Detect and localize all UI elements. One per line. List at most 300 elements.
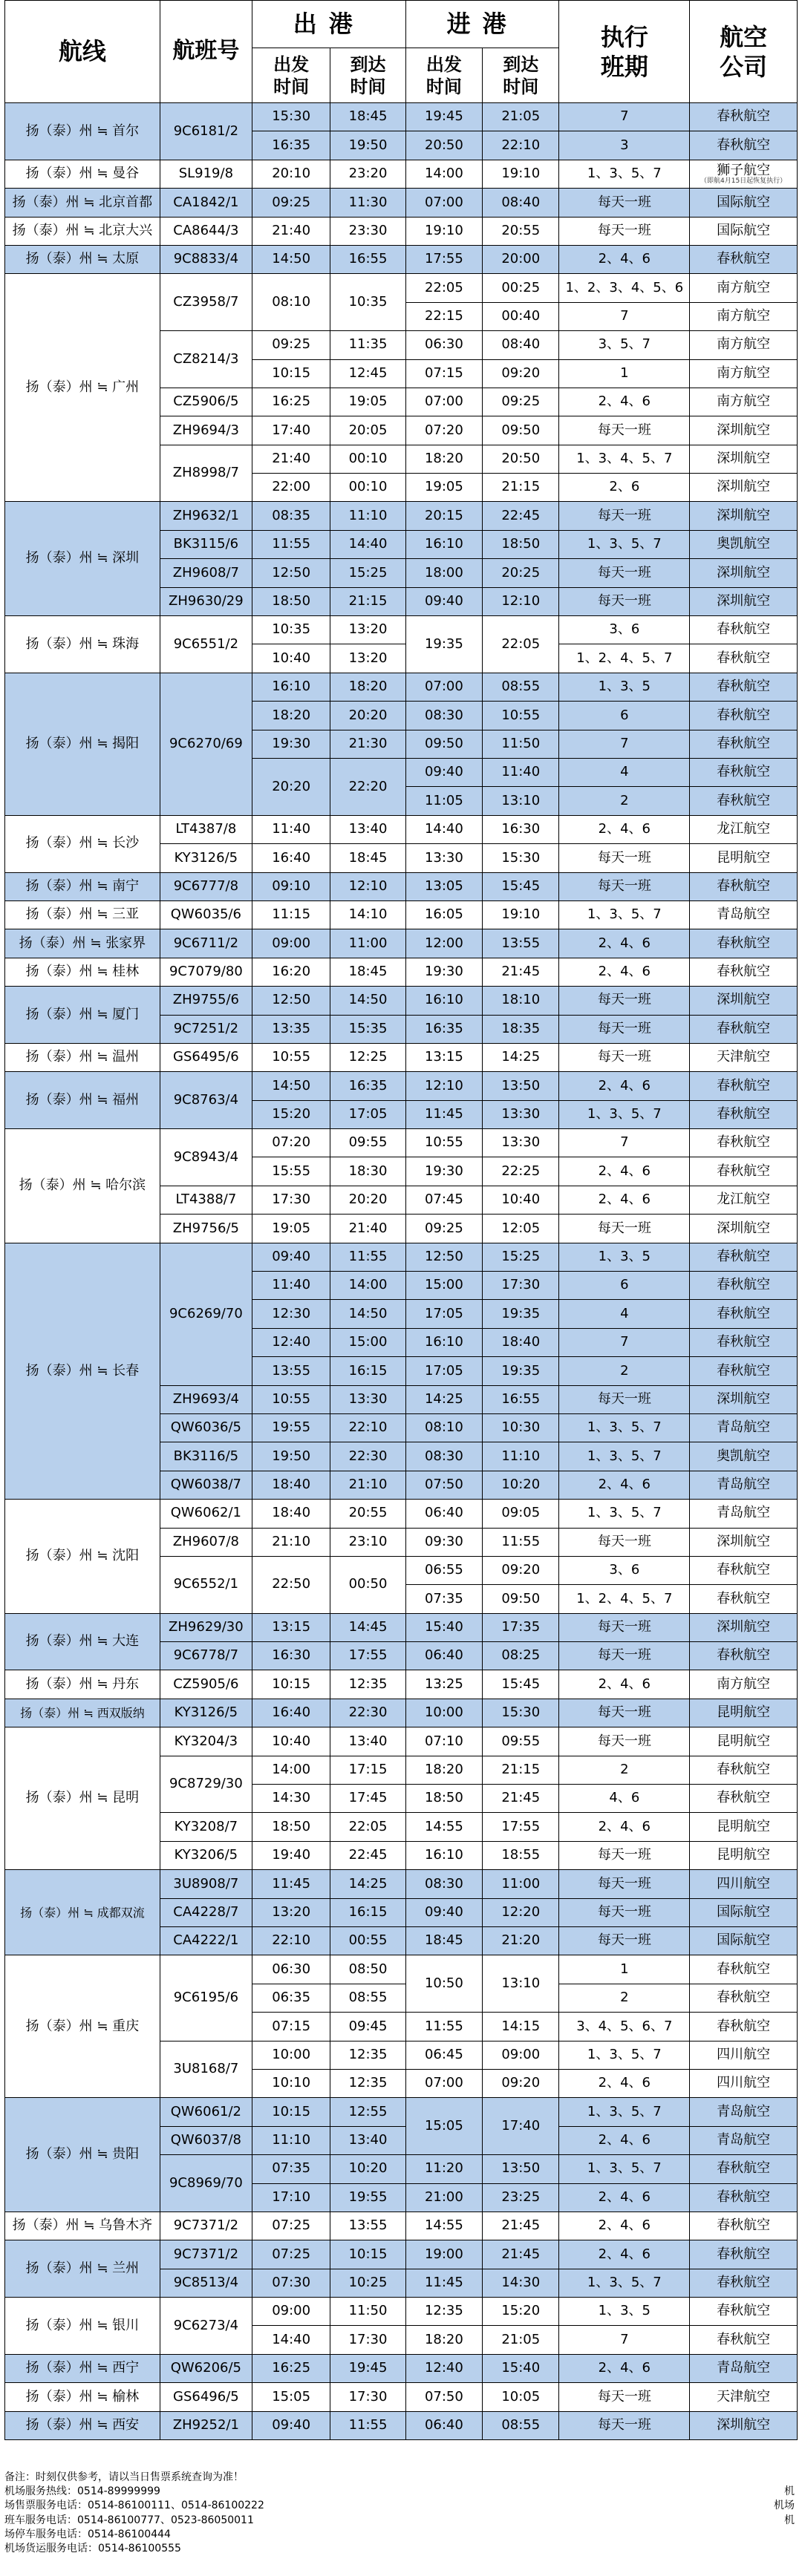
- inbound-departure-cell: 14:55: [405, 2211, 482, 2240]
- airline-name: 春秋航空: [717, 1248, 771, 1264]
- outbound-arrival-cell: 23:10: [330, 1528, 405, 1556]
- outbound-departure-cell: 18:50: [252, 587, 330, 615]
- airline-name: 狮子航空: [717, 162, 771, 178]
- airline-name: 青岛航空: [717, 1477, 771, 1493]
- outbound-departure-cell: 07:15: [252, 2013, 330, 2041]
- outbound-arrival-cell: 13:20: [330, 616, 405, 644]
- airline-cell: [690, 502, 798, 530]
- inbound-arrival-cell: 21:15: [483, 1756, 559, 1784]
- outbound-arrival-cell: 10:35: [330, 274, 405, 331]
- inbound-departure-cell: 22:05: [405, 274, 482, 302]
- outbound-arrival-cell: 16:55: [330, 245, 405, 273]
- flight-number-cell: ZH9630/29: [160, 587, 252, 615]
- note-side-3: 机: [784, 2514, 795, 2526]
- airline-name: 四川航空: [717, 2046, 771, 2062]
- airline-name: 奥凯航空: [717, 1448, 771, 1464]
- table-row: [5, 217, 798, 245]
- schedule-cell: 1、3、5: [559, 1243, 690, 1271]
- airline-cell: [690, 2298, 798, 2326]
- inbound-arrival-cell: 15:20: [483, 2298, 559, 2326]
- flight-number-cell: QW6038/7: [160, 1471, 252, 1499]
- airline-name: 昆明航空: [717, 1818, 771, 1834]
- schedule-cell: 2、4、6: [559, 388, 690, 416]
- airline-cell: [690, 445, 798, 473]
- outbound-arrival-cell: 00:10: [330, 445, 405, 473]
- table-header: [5, 1, 798, 103]
- outbound-departure-cell: 21:10: [252, 1528, 330, 1556]
- route-cell: 扬（泰）州 ≒ 银川: [5, 2298, 160, 2355]
- inbound-arrival-cell: 19:10: [483, 160, 559, 188]
- header-schedule: 执行班期: [559, 1, 690, 103]
- inbound-arrival-cell: 15:40: [483, 2354, 559, 2382]
- outbound-arrival-cell: 14:00: [330, 1272, 405, 1300]
- flight-number-cell: QW6035/6: [160, 900, 252, 929]
- table-body: [5, 103, 798, 2440]
- outbound-departure-cell: 09:00: [252, 929, 330, 958]
- route-cell: 扬（泰）州 ≒ 曼谷: [5, 160, 160, 188]
- airline-name: 青岛航空: [717, 2132, 771, 2148]
- airline-cell: [690, 274, 798, 302]
- outbound-arrival-cell: 17:45: [330, 1785, 405, 1813]
- airline-cell: [690, 1955, 798, 1984]
- inbound-departure-cell: 16:10: [405, 1328, 482, 1356]
- inbound-arrival-cell: 20:00: [483, 245, 559, 273]
- inbound-departure-cell: 17:05: [405, 1300, 482, 1328]
- inbound-arrival-cell: 21:45: [483, 958, 559, 986]
- schedule-cell: 2: [559, 787, 690, 815]
- outbound-arrival-cell: 14:25: [330, 1870, 405, 1898]
- airline-name: 深圳航空: [717, 2416, 771, 2433]
- outbound-departure-cell: 08:10: [252, 274, 330, 331]
- airline-cell: [690, 245, 798, 273]
- outbound-departure-cell: 11:40: [252, 815, 330, 843]
- outbound-departure-cell: 16:25: [252, 2354, 330, 2382]
- airline-name: 昆明航空: [717, 1704, 771, 1721]
- outbound-departure-cell: 17:40: [252, 416, 330, 445]
- airline-cell: [690, 2354, 798, 2382]
- inbound-arrival-cell: 11:50: [483, 730, 559, 758]
- outbound-arrival-cell: 12:45: [330, 359, 405, 388]
- table-row: [5, 2098, 798, 2126]
- inbound-arrival-cell: 09:50: [483, 416, 559, 445]
- airline-cell: [690, 1984, 798, 2012]
- airline-cell: [690, 1613, 798, 1641]
- inbound-arrival-cell: 22:25: [483, 1157, 559, 1186]
- schedule-cell: 2、4、6: [559, 958, 690, 986]
- airline-cell: [690, 2155, 798, 2183]
- schedule-cell: 2、4、6: [559, 2069, 690, 2097]
- outbound-departure-cell: 07:30: [252, 2269, 330, 2297]
- flight-number-cell: ZH9756/5: [160, 1215, 252, 1243]
- schedule-cell: 1、2、4、5、7: [559, 1585, 690, 1613]
- flight-number-cell: GS6496/5: [160, 2383, 252, 2411]
- outbound-arrival-cell: 22:10: [330, 1413, 405, 1442]
- schedule-cell: 2、4、6: [559, 1813, 690, 1841]
- airline-name: 深圳航空: [717, 992, 771, 1008]
- outbound-arrival-cell: 12:10: [330, 872, 405, 900]
- flight-number-cell: CA8644/3: [160, 217, 252, 245]
- outbound-arrival-cell: 14:40: [330, 530, 405, 558]
- header-dep-time-in: 出发时间: [405, 48, 482, 103]
- outbound-arrival-cell: 13:40: [330, 1727, 405, 1756]
- airline-name: 龙江航空: [717, 821, 771, 837]
- inbound-arrival-cell: 11:00: [483, 1870, 559, 1898]
- outbound-arrival-cell: 17:30: [330, 2383, 405, 2411]
- flight-number-cell: GS6495/6: [160, 1043, 252, 1071]
- airline-cell: [690, 388, 798, 416]
- inbound-departure-cell: 19:30: [405, 958, 482, 986]
- airline-cell: [690, 103, 798, 131]
- outbound-departure-cell: 16:25: [252, 388, 330, 416]
- schedule-cell: 2、6: [559, 474, 690, 502]
- airline-name: 春秋航空: [717, 1077, 771, 1094]
- inbound-arrival-cell: 18:35: [483, 1015, 559, 1043]
- schedule-cell: 1、3、5、7: [559, 2269, 690, 2297]
- airline-name: 深圳航空: [717, 564, 771, 581]
- schedule-cell: 3、6: [559, 616, 690, 644]
- airline-name: 春秋航空: [717, 137, 771, 153]
- airline-name: 春秋航空: [717, 650, 771, 666]
- outbound-arrival-cell: 12:35: [330, 2041, 405, 2069]
- airline-cell: [690, 1215, 798, 1243]
- airline-name: 春秋航空: [717, 1961, 771, 1977]
- route-cell: 扬（泰）州 ≒ 乌鲁木齐: [5, 2211, 160, 2240]
- inbound-departure-cell: 13:05: [405, 872, 482, 900]
- airline-cell: [690, 1670, 798, 1699]
- airline-name: 春秋航空: [717, 1990, 771, 2006]
- airline-name: 春秋航空: [717, 1647, 771, 1664]
- inbound-arrival-cell: 11:10: [483, 1442, 559, 1471]
- inbound-departure-cell: 09:25: [405, 1215, 482, 1243]
- outbound-departure-cell: 09:25: [252, 189, 330, 217]
- schedule-cell: 1、3、5、7: [559, 160, 690, 188]
- schedule-cell: 每天一班: [559, 1613, 690, 1641]
- table-row: [5, 958, 798, 986]
- inbound-arrival-cell: 09:05: [483, 1500, 559, 1528]
- airline-name: 春秋航空: [717, 1334, 771, 1350]
- airline-cell: [690, 1300, 798, 1328]
- outbound-departure-cell: 12:50: [252, 987, 330, 1015]
- airline-name: 奥凯航空: [717, 536, 771, 552]
- outbound-arrival-cell: 17:55: [330, 1642, 405, 1670]
- inbound-departure-cell: 10:50: [405, 1955, 482, 2013]
- schedule-cell: 每天一班: [559, 416, 690, 445]
- airline-cell: [690, 1841, 798, 1869]
- flight-number-cell: 9C8763/4: [160, 1072, 252, 1129]
- schedule-cell: 每天一班: [559, 1528, 690, 1556]
- table-row: [5, 1870, 798, 1898]
- airline-name: 南方航空: [717, 336, 771, 353]
- outbound-departure-cell: 19:40: [252, 1841, 330, 1869]
- outbound-arrival-cell: 12:55: [330, 2098, 405, 2126]
- flight-number-cell: 9C8943/4: [160, 1129, 252, 1186]
- inbound-departure-cell: 14:55: [405, 1813, 482, 1841]
- outbound-arrival-cell: 11:00: [330, 929, 405, 958]
- outbound-arrival-cell: 08:55: [330, 1984, 405, 2012]
- outbound-arrival-cell: 14:50: [330, 1300, 405, 1328]
- outbound-departure-cell: 11:55: [252, 530, 330, 558]
- flight-number-cell: 9C7371/2: [160, 2240, 252, 2269]
- outbound-arrival-cell: 22:30: [330, 1442, 405, 1471]
- outbound-departure-cell: 07:20: [252, 1129, 330, 1157]
- route-cell: 扬（泰）州 ≒ 南宁: [5, 872, 160, 900]
- schedule-cell: 2、4、6: [559, 929, 690, 958]
- schedule-cell: 2、4、6: [559, 2126, 690, 2154]
- inbound-departure-cell: 18:20: [405, 2326, 482, 2354]
- airline-name: 春秋航空: [717, 2188, 771, 2205]
- outbound-departure-cell: 10:40: [252, 1727, 330, 1756]
- outbound-departure-cell: 06:35: [252, 1984, 330, 2012]
- airline-note: （即航4月15日起恢复执行）: [700, 177, 787, 186]
- schedule-cell: 2、4、6: [559, 2240, 690, 2269]
- airline-name: 春秋航空: [717, 964, 771, 980]
- inbound-departure-cell: 18:00: [405, 559, 482, 587]
- outbound-arrival-cell: 15:35: [330, 1015, 405, 1043]
- inbound-departure-cell: 11:45: [405, 2269, 482, 2297]
- schedule-cell: 1、2、3、4、5、6: [559, 274, 690, 302]
- schedule-cell: 4: [559, 758, 690, 786]
- inbound-arrival-cell: 18:55: [483, 1841, 559, 1869]
- airline-name: 春秋航空: [717, 1020, 771, 1036]
- route-cell: 扬（泰）州 ≒ 厦门: [5, 987, 160, 1044]
- outbound-departure-cell: 10:55: [252, 1385, 330, 1413]
- inbound-arrival-cell: 21:05: [483, 103, 559, 131]
- inbound-departure-cell: 12:00: [405, 929, 482, 958]
- flight-number-cell: 9C6269/70: [160, 1243, 252, 1385]
- inbound-arrival-cell: 19:10: [483, 900, 559, 929]
- inbound-departure-cell: 10:00: [405, 1699, 482, 1727]
- outbound-departure-cell: 10:15: [252, 1670, 330, 1699]
- inbound-departure-cell: 09:40: [405, 758, 482, 786]
- table-row: [5, 1500, 798, 1528]
- outbound-arrival-cell: 11:55: [330, 2411, 405, 2439]
- outbound-departure-cell: 20:10: [252, 160, 330, 188]
- schedule-cell: 每天一班: [559, 987, 690, 1015]
- flight-number-cell: ZH8998/7: [160, 445, 252, 502]
- outbound-arrival-cell: 14:10: [330, 900, 405, 929]
- airline-cell: [690, 673, 798, 701]
- outbound-departure-cell: 14:50: [252, 245, 330, 273]
- airline-cell: [690, 1129, 798, 1157]
- inbound-arrival-cell: 20:50: [483, 445, 559, 473]
- outbound-arrival-cell: 12:25: [330, 1043, 405, 1071]
- outbound-departure-cell: 06:30: [252, 1955, 330, 1984]
- schedule-cell: 1、3、5、7: [559, 1442, 690, 1471]
- inbound-arrival-cell: 17:30: [483, 1272, 559, 1300]
- inbound-arrival-cell: 17:55: [483, 1813, 559, 1841]
- outbound-departure-cell: 10:40: [252, 644, 330, 673]
- airline-cell: [690, 416, 798, 445]
- inbound-departure-cell: 16:35: [405, 1015, 482, 1043]
- flight-number-cell: 9C8833/4: [160, 245, 252, 273]
- inbound-arrival-cell: 10:05: [483, 2383, 559, 2411]
- outbound-arrival-cell: 19:50: [330, 131, 405, 160]
- airline-cell: [690, 1642, 798, 1670]
- outbound-departure-cell: 18:20: [252, 702, 330, 730]
- airline-cell: [690, 2326, 798, 2354]
- note-remark: 备注：时刻仅供参考，请以当日售票系统查询为准！: [4, 2471, 244, 2483]
- outbound-arrival-cell: 23:30: [330, 217, 405, 245]
- table-row: [5, 245, 798, 273]
- outbound-arrival-cell: 18:30: [330, 1157, 405, 1186]
- airline-name: 四川航空: [717, 1875, 771, 1892]
- schedule-cell: 每天一班: [559, 2411, 690, 2439]
- inbound-departure-cell: 11:20: [405, 2155, 482, 2183]
- route-cell: 扬（泰）州 ≒ 广州: [5, 274, 160, 502]
- airline-name: 春秋航空: [717, 1362, 771, 1379]
- inbound-arrival-cell: 21:45: [483, 1785, 559, 1813]
- airline-name: 天津航空: [717, 1049, 771, 1065]
- schedule-cell: 1、3、5、7: [559, 2155, 690, 2183]
- airline-name: 春秋航空: [717, 707, 771, 723]
- inbound-arrival-cell: 20:25: [483, 559, 559, 587]
- airline-cell: [690, 587, 798, 615]
- schedule-cell: 2、4、6: [559, 2211, 690, 2240]
- note-cargo-phone: 机场货运服务电话：0514-86100555: [4, 2543, 181, 2555]
- note-side-2: 机场: [774, 2500, 795, 2511]
- airline-cell: [690, 1272, 798, 1300]
- inbound-arrival-cell: 10:40: [483, 1186, 559, 1214]
- airline-cell: [690, 1556, 798, 1584]
- outbound-departure-cell: 19:05: [252, 1215, 330, 1243]
- schedule-cell: 1、3、5、7: [559, 2041, 690, 2069]
- airline-cell: [690, 872, 798, 900]
- airline-name: 深圳航空: [717, 422, 771, 438]
- airline-name: 春秋航空: [717, 1305, 771, 1321]
- airline-name: 国际航空: [717, 222, 771, 238]
- schedule-cell: 2: [559, 1984, 690, 2012]
- inbound-departure-cell: 09:50: [405, 730, 482, 758]
- notes-section: [4, 2471, 798, 2572]
- schedule-cell: 7: [559, 730, 690, 758]
- outbound-departure-cell: 15:20: [252, 1100, 330, 1128]
- flight-number-cell: ZH9693/4: [160, 1385, 252, 1413]
- airline-name: 昆明航空: [717, 1847, 771, 1863]
- airline-name: 春秋航空: [717, 2160, 771, 2177]
- inbound-arrival-cell: 13:30: [483, 1100, 559, 1128]
- airline-cell: [690, 1756, 798, 1784]
- table-row: [5, 1072, 798, 1100]
- inbound-departure-cell: 17:55: [405, 245, 482, 273]
- inbound-arrival-cell: 21:45: [483, 2211, 559, 2240]
- inbound-arrival-cell: 11:55: [483, 1528, 559, 1556]
- outbound-departure-cell: 10:35: [252, 616, 330, 644]
- inbound-departure-cell: 12:10: [405, 1072, 482, 1100]
- flight-number-cell: CZ5906/5: [160, 388, 252, 416]
- schedule-cell: 每天一班: [559, 1642, 690, 1670]
- flight-number-cell: CA4222/1: [160, 1927, 252, 1955]
- airline-cell: [690, 1072, 798, 1100]
- airline-cell: [690, 189, 798, 217]
- schedule-cell: 2、4、6: [559, 1670, 690, 1699]
- inbound-arrival-cell: 22:10: [483, 131, 559, 160]
- outbound-arrival-cell: 18:45: [330, 844, 405, 872]
- inbound-arrival-cell: 16:30: [483, 815, 559, 843]
- inbound-departure-cell: 09:30: [405, 1528, 482, 1556]
- inbound-arrival-cell: 15:30: [483, 1699, 559, 1727]
- table-row: [5, 103, 798, 131]
- schedule-cell: 1、3、5: [559, 2298, 690, 2326]
- table-row: [5, 872, 798, 900]
- inbound-departure-cell: 06:40: [405, 1500, 482, 1528]
- outbound-departure-cell: 12:40: [252, 1328, 330, 1356]
- inbound-arrival-cell: 08:25: [483, 1642, 559, 1670]
- airline-name: 春秋航空: [717, 764, 771, 780]
- airline-name: 国际航空: [717, 1903, 771, 1920]
- airline-cell: [690, 1157, 798, 1186]
- inbound-arrival-cell: 18:10: [483, 987, 559, 1015]
- flight-number-cell: KY3126/5: [160, 1699, 252, 1727]
- airline-name: 春秋航空: [717, 1277, 771, 1293]
- airline-cell: [690, 302, 798, 330]
- flight-number-cell: QW6062/1: [160, 1500, 252, 1528]
- inbound-departure-cell: 07:50: [405, 2383, 482, 2411]
- outbound-arrival-cell: 17:05: [330, 1100, 405, 1128]
- outbound-arrival-cell: 19:55: [330, 2183, 405, 2211]
- flight-number-cell: KY3204/3: [160, 1727, 252, 1756]
- airline-name: 春秋航空: [717, 679, 771, 695]
- outbound-departure-cell: 22:10: [252, 1927, 330, 1955]
- inbound-departure-cell: 18:20: [405, 445, 482, 473]
- flight-number-cell: 9C6195/6: [160, 1955, 252, 2041]
- airline-name: 春秋航空: [717, 2275, 771, 2291]
- outbound-departure-cell: 15:30: [252, 103, 330, 131]
- flight-number-cell: 9C8513/4: [160, 2269, 252, 2297]
- header-arrival: 进港: [405, 1, 559, 48]
- flight-number-cell: QW6037/8: [160, 2126, 252, 2154]
- outbound-departure-cell: 16:40: [252, 844, 330, 872]
- schedule-cell: 每天一班: [559, 1699, 690, 1727]
- outbound-arrival-cell: 13:20: [330, 644, 405, 673]
- route-cell: 扬（泰）州 ≒ 西安: [5, 2411, 160, 2439]
- inbound-departure-cell: 07:00: [405, 388, 482, 416]
- flight-number-cell: 9C7251/2: [160, 1015, 252, 1043]
- inbound-arrival-cell: 21:05: [483, 2326, 559, 2354]
- schedule-cell: 1、3、5、7: [559, 900, 690, 929]
- airline-name: 深圳航空: [717, 507, 771, 523]
- inbound-departure-cell: 22:15: [405, 302, 482, 330]
- inbound-departure-cell: 08:30: [405, 702, 482, 730]
- outbound-departure-cell: 19:50: [252, 1442, 330, 1471]
- outbound-departure-cell: 07:35: [252, 2155, 330, 2183]
- table-row: [5, 1670, 798, 1699]
- outbound-arrival-cell: 20:05: [330, 416, 405, 445]
- airline-cell: [690, 958, 798, 986]
- schedule-cell: 每天一班: [559, 1870, 690, 1898]
- flight-number-cell: ZH9252/1: [160, 2411, 252, 2439]
- flight-number-cell: CZ5905/6: [160, 1670, 252, 1699]
- note-taxi-phone: 场停车服务电话：0514-86100444: [4, 2528, 171, 2540]
- table-row: [5, 189, 798, 217]
- airline-name: 青岛航空: [717, 906, 771, 923]
- airline-name: 春秋航空: [717, 2217, 771, 2234]
- outbound-departure-cell: 07:25: [252, 2240, 330, 2269]
- inbound-departure-cell: 18:20: [405, 1756, 482, 1784]
- airline-cell: [690, 1385, 798, 1413]
- airline-cell: [690, 2126, 798, 2154]
- inbound-departure-cell: 21:00: [405, 2183, 482, 2211]
- outbound-departure-cell: 13:20: [252, 1898, 330, 1926]
- table-row: [5, 1129, 798, 1157]
- table-row: [5, 815, 798, 843]
- flight-number-cell: 3U8168/7: [160, 2041, 252, 2098]
- inbound-departure-cell: 15:05: [405, 2098, 482, 2155]
- inbound-departure-cell: 07:20: [405, 416, 482, 445]
- airline-cell: [690, 730, 798, 758]
- inbound-departure-cell: 13:25: [405, 1670, 482, 1699]
- outbound-departure-cell: 11:15: [252, 900, 330, 929]
- route-cell: 扬（泰）州 ≒ 西双版纳: [5, 1699, 160, 1727]
